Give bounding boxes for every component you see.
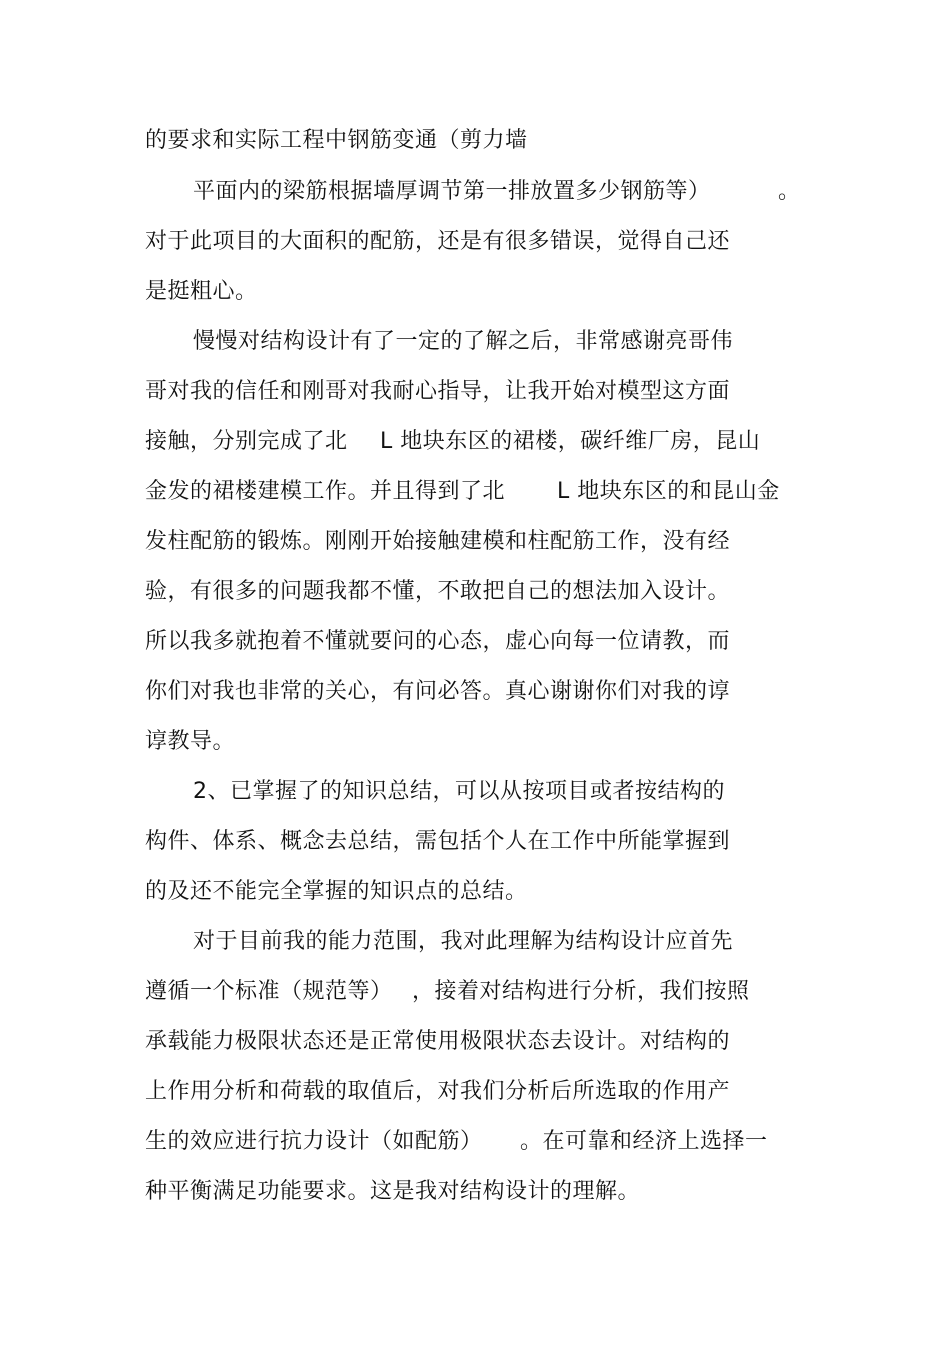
text-line: 种平衡满足功能要求。这是我对结构设计的理解。 xyxy=(145,1179,641,1204)
text-line: 谆教导。 xyxy=(145,729,236,754)
text-line: 生的效应进行抗力设计（如配筋） xyxy=(145,1129,483,1154)
text-line: ，接着对结构进行分析，我们按照 xyxy=(412,979,750,1004)
text-line: 平面内的梁筋根据墙厚调节第一排放置多少钢筋等） xyxy=(193,179,711,204)
text-line: 的及还不能完全掌握的知识点的总结。 xyxy=(145,879,528,904)
text-line: 遵循一个标准（规范等） xyxy=(145,979,393,1004)
text-line: 验，有很多的问题我都不懂，不敢把自己的想法加入设计。 xyxy=(145,579,731,604)
text-line: 对于目前我的能力范围，我对此理解为结构设计应首先 xyxy=(193,929,734,954)
text-line: 接触，分别完成了北 xyxy=(145,429,348,454)
text-line: L 地块东区的裙楼，碳纤维厂房，昆山 xyxy=(380,429,761,454)
text-line: 发柱配筋的锻炼。刚刚开始接触建模和柱配筋工作，没有经 xyxy=(145,529,731,554)
text-line: 对于此项目的大面积的配筋，还是有很多错误，觉得自己还 xyxy=(145,229,731,254)
text-line: 慢慢对结构设计有了一定的了解之后，非常感谢亮哥伟 xyxy=(193,329,734,354)
text-line: 所以我多就抱着不懂就要问的心态，虚心向每一位请教，而 xyxy=(145,629,731,654)
text-line: 的要求和实际工程中钢筋变通（剪力墙 xyxy=(145,128,528,153)
text-line: 。在可靠和经济上选择一 xyxy=(520,1129,768,1154)
text-line: 你们对我也非常的关心，有问必答。真心谢谢你们对我的谆 xyxy=(145,679,731,704)
text-line: 2、已掌握了的知识总结，可以从按项目或者按结构的 xyxy=(193,779,725,804)
text-line: 构件、体系、概念去总结，需包括个人在工作中所能掌握到 xyxy=(145,829,731,854)
text-line: 承载能力极限状态还是正常使用极限状态去设计。对结构的 xyxy=(145,1029,731,1054)
text-line: L 地块东区的和昆山金 xyxy=(557,479,780,504)
text-line: 上作用分析和荷载的取值后，对我们分析后所选取的作用产 xyxy=(145,1079,731,1104)
text-line: 。 xyxy=(778,179,801,204)
text-line: 哥对我的信任和刚哥对我耐心指导，让我开始对模型这方面 xyxy=(145,379,731,404)
text-line: 是挺粗心。 xyxy=(145,279,258,304)
text-line: 金发的裙楼建模工作。并且得到了北 xyxy=(145,479,506,504)
